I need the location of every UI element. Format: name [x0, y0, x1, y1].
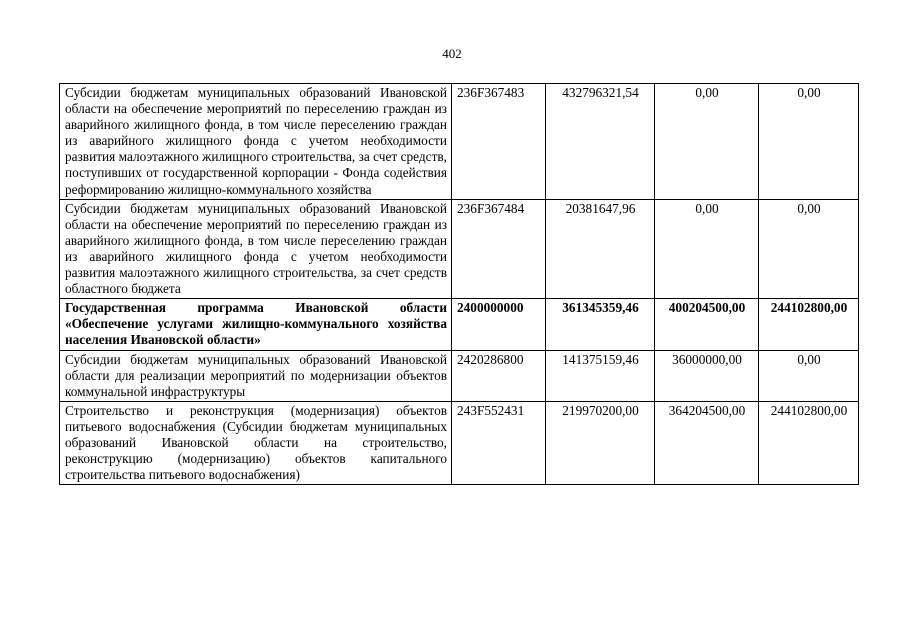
row-value-3: 0,00 — [759, 199, 859, 299]
row-value-1: 219970200,00 — [546, 401, 655, 484]
table-row — [60, 199, 859, 299]
budget-table — [59, 83, 859, 485]
row-name: Субсидии бюджетам муниципальных образований Ивановской области на обеспечение мероприятий по переселению граждан из аварийного жилищного фонда, в том числе переселению граждан из аварийного жилищного фонда с учетом необходимости развития малоэтажного жилищного строительства, за счет средств, поступивших от государственной корпорации - Фонда содействия реформированию жилищно-коммунального хозяйства — [60, 84, 452, 200]
row-code: 236F367484 — [452, 199, 546, 299]
row-value-1: 432796321,54 — [546, 84, 655, 200]
row-code: 2400000000 — [452, 299, 546, 350]
row-value-3: 244102800,00 — [759, 401, 859, 484]
table-row — [60, 299, 859, 350]
row-value-3: 0,00 — [759, 350, 859, 401]
row-name: Субсидии бюджетам муниципальных образований Ивановской области на обеспечение мероприятий по переселению граждан из аварийного жилищного фонда, в том числе переселению граждан из аварийного жилищного фонда с учетом необходимости развития малоэтажного жилищного строительства, за счет средств областного бюджета — [60, 199, 452, 299]
row-name: Строительство и реконструкция (модернизация) объектов питьевого водоснабжения (Субсидии бюджетам муниципальных образований Ивановской области на строительство, реконструкцию (модернизацию) объектов капитального строительства питьевого водоснабжения) — [60, 401, 452, 484]
row-value-2: 400204500,00 — [655, 299, 759, 350]
table-row — [60, 350, 859, 401]
row-value-2: 364204500,00 — [655, 401, 759, 484]
row-value-2: 36000000,00 — [655, 350, 759, 401]
row-value-2: 0,00 — [655, 199, 759, 299]
table-row — [60, 84, 859, 200]
row-value-1: 361345359,46 — [546, 299, 655, 350]
row-value-1: 141375159,46 — [546, 350, 655, 401]
row-value-3: 244102800,00 — [759, 299, 859, 350]
row-code: 236F367483 — [452, 84, 546, 200]
row-code: 243F552431 — [452, 401, 546, 484]
row-name: Субсидии бюджетам муниципальных образований Ивановской области для реализации мероприятий по модернизации объектов коммунальной инфраструктуры — [60, 350, 452, 401]
row-value-1: 20381647,96 — [546, 199, 655, 299]
row-name: Государственная программа Ивановской области «Обеспечение услугами жилищно-коммунального хозяйства населения Ивановской области» — [60, 299, 452, 350]
row-value-3: 0,00 — [759, 84, 859, 200]
row-code: 2420286800 — [452, 350, 546, 401]
row-value-2: 0,00 — [655, 84, 759, 200]
page-number: 402 — [442, 46, 462, 61]
table-row — [60, 401, 859, 484]
